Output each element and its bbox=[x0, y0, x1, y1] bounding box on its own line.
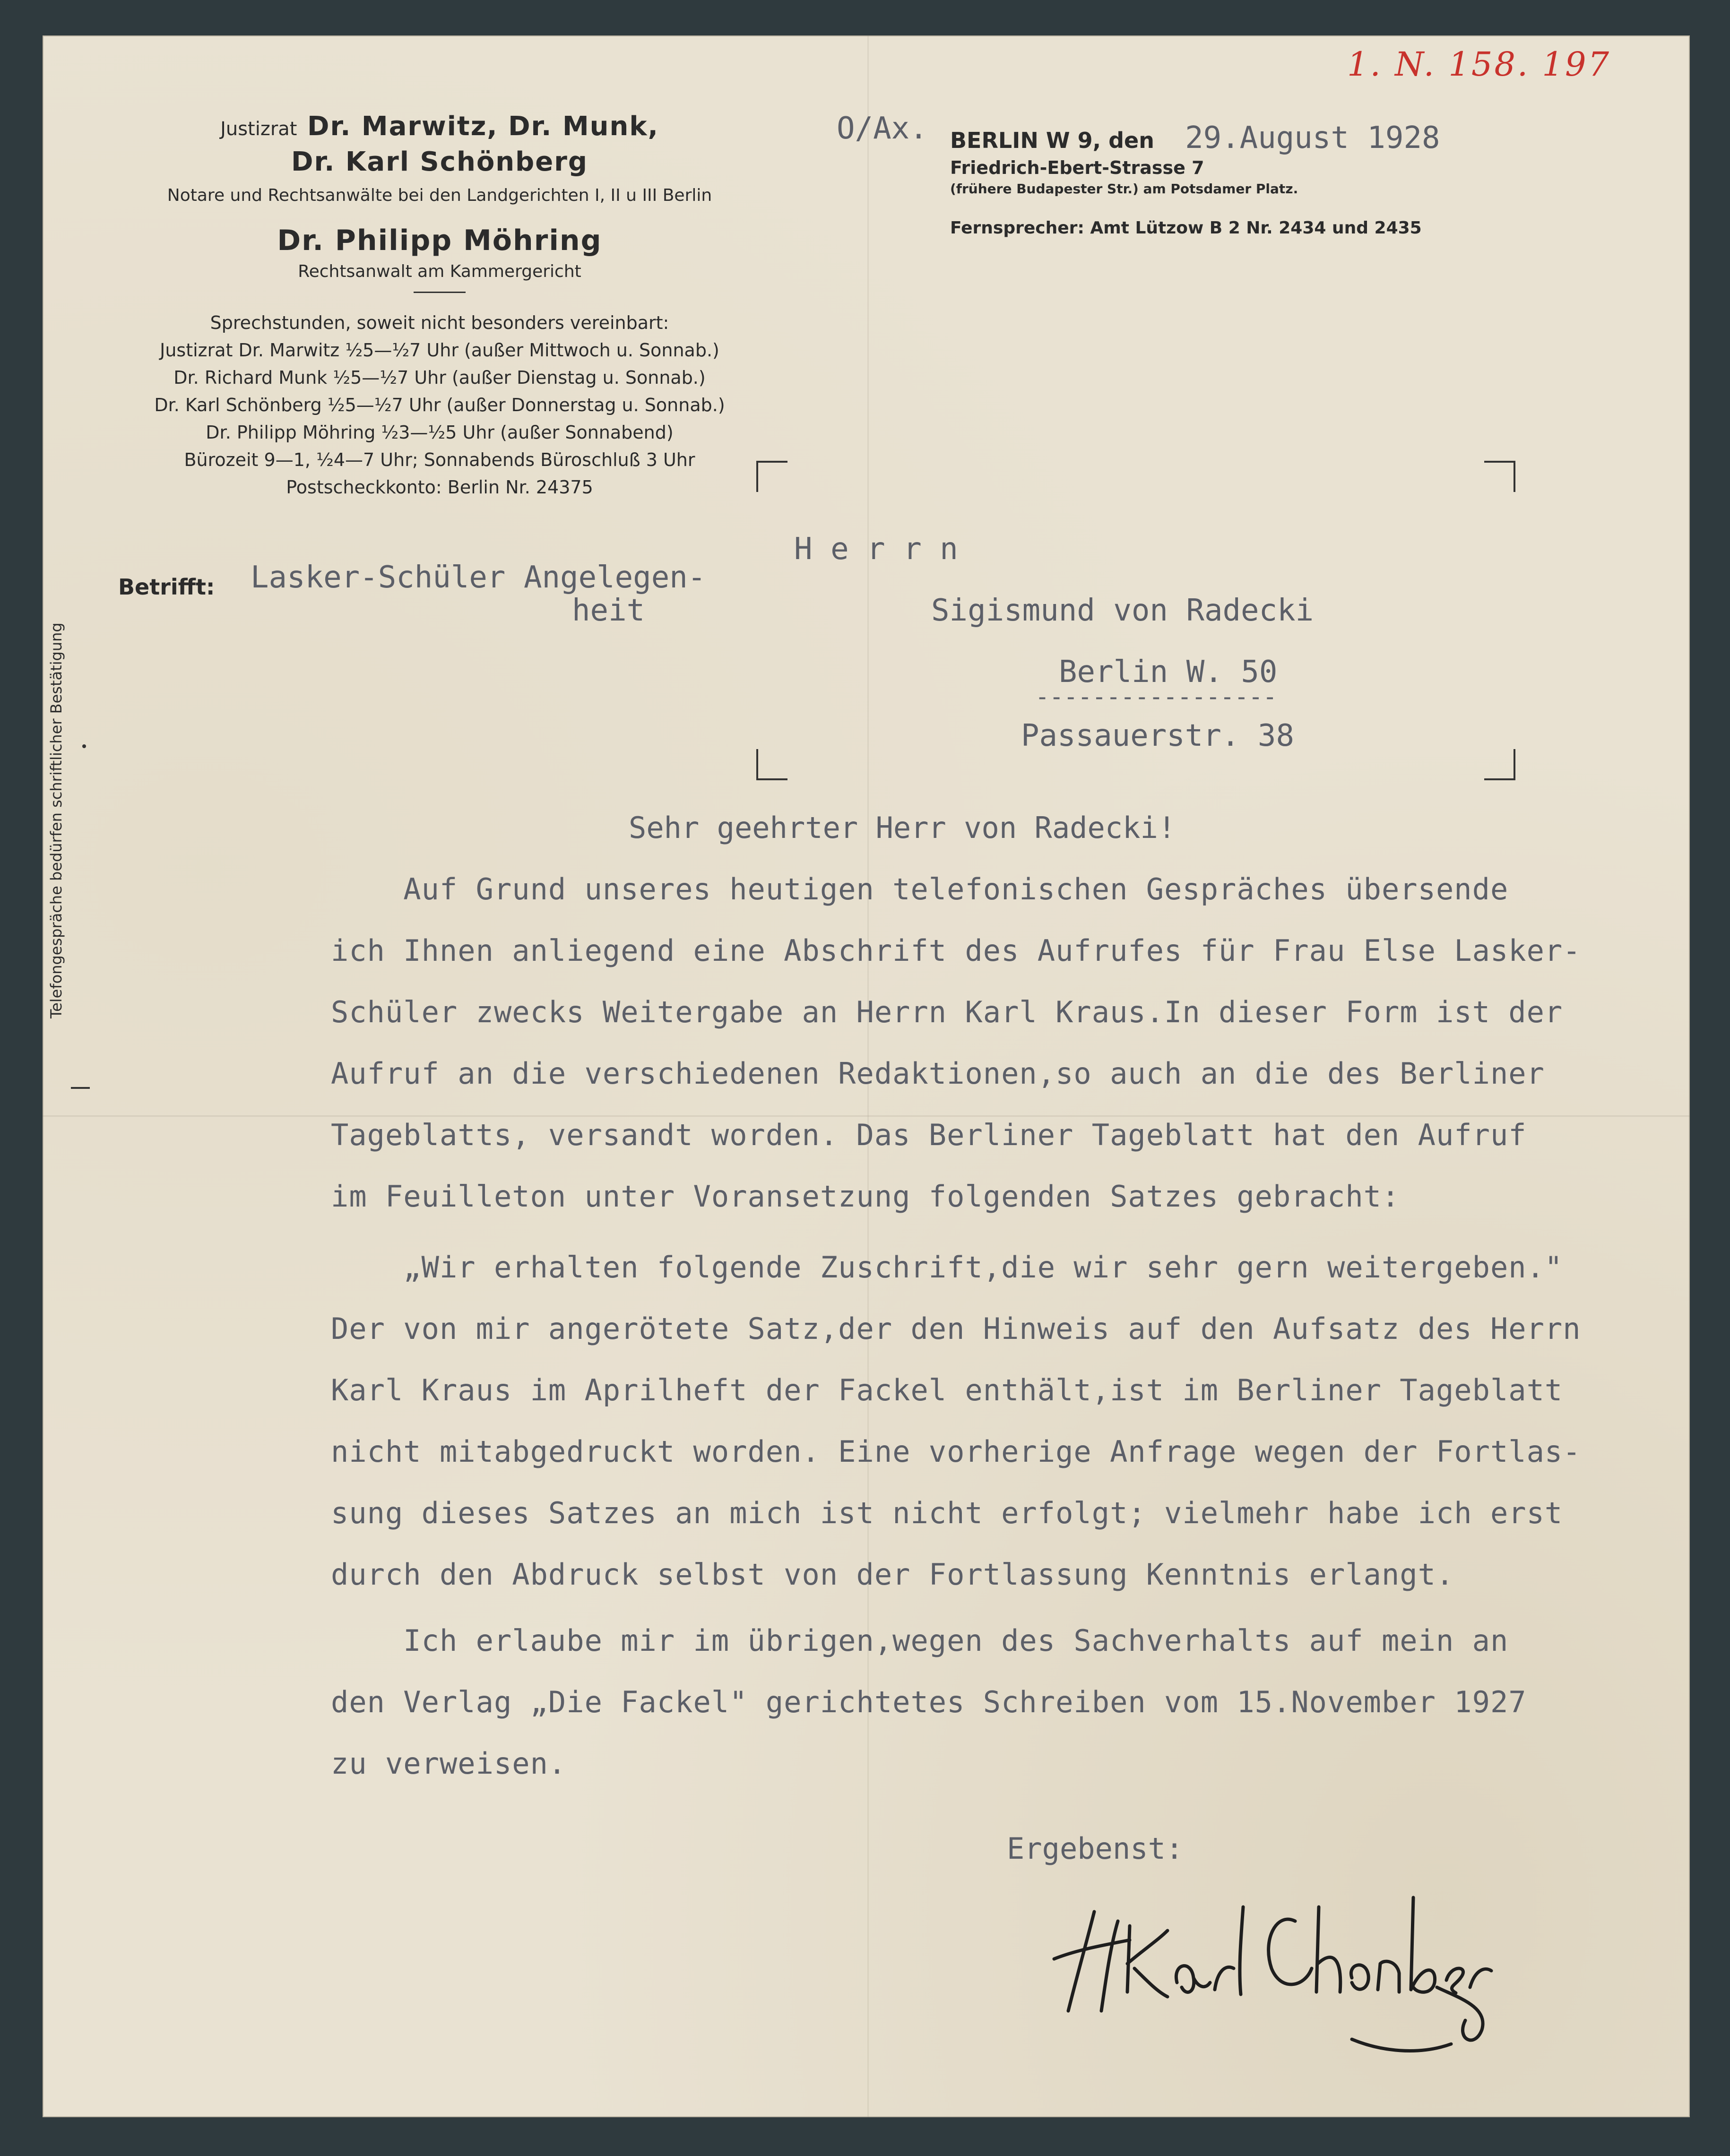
letter-greeting: Sehr geehrter Herr von Radecki! bbox=[629, 811, 1176, 845]
body-line: nicht mitabgedruckt worden. Eine vorherige Anfrage wegen der Fortlas- bbox=[331, 1434, 1581, 1469]
office-hours-line: Postscheckkonto: Berlin Nr. 24375 bbox=[286, 477, 593, 498]
office-hours-line: Bürozeit 9—1, ½4—7 Uhr; Sonnabends Büroschluß 3 Uhr bbox=[184, 449, 695, 470]
recipient-name: Sigismund von Radecki bbox=[931, 593, 1314, 628]
body-line: den Verlag „Die Fackel" gerichtetes Schreiben vom 15.November 1927 bbox=[331, 1685, 1527, 1719]
recipient-city: Berlin W. 50 bbox=[1059, 655, 1278, 690]
address-window-mark bbox=[756, 749, 787, 780]
place-city: BERLIN W 9, den bbox=[950, 128, 1154, 153]
body-line: im Feuilleton unter Voransetzung folgenden Satzes gebracht: bbox=[331, 1179, 1400, 1214]
body-line: Karl Kraus im Aprilheft der Fackel enthält,ist im Berliner Tageblatt bbox=[331, 1373, 1563, 1407]
recipient-street: Passauerstr. 38 bbox=[1021, 718, 1294, 753]
body-line: Auf Grund unseres heutigen telefonischen Gespräches übersende bbox=[331, 872, 1509, 906]
letter-paper bbox=[43, 35, 1690, 2117]
body-line: Aufruf an die verschiedenen Redaktionen,so auch an die des Berliner bbox=[331, 1056, 1545, 1091]
place-street: Friedrich-Ebert-Strasse 7 bbox=[950, 157, 1204, 178]
office-hours-line: Dr. Philipp Möhring ½3—½5 Uhr (außer Sonnabend) bbox=[206, 422, 674, 443]
subject-line1: Lasker-Schüler Angelegen- bbox=[251, 560, 706, 595]
office-hours bbox=[71, 309, 808, 501]
recipient-salutation: H e r r n bbox=[794, 532, 958, 567]
letterhead-names: Dr. Marwitz, Dr. Munk, bbox=[307, 111, 659, 142]
address-window-mark bbox=[1484, 461, 1515, 492]
body-line: „Wir erhalten folgende Zuschrift,die wir sehr gern weitergeben." bbox=[331, 1250, 1563, 1285]
letterhead-rule bbox=[414, 292, 466, 293]
fold-mark-dot bbox=[82, 744, 86, 748]
office-hours-line: Sprechstunden, soweit nicht besonders vereinbart: bbox=[210, 312, 669, 333]
archive-number: 1. N. 158. 197 bbox=[1347, 45, 1611, 84]
letterhead-moehring: Dr. Philipp Möhring bbox=[277, 224, 602, 257]
body-line: Ich erlaube mir im übrigen,wegen des Sachverhalts auf mein an bbox=[331, 1623, 1509, 1658]
office-hours-line: Dr. Karl Schönberg ½5—½7 Uhr (außer Donnerstag u. Sonnab.) bbox=[154, 395, 725, 415]
subject-line2: heit bbox=[572, 593, 645, 628]
letterhead-notary-line: Notare und Rechtsanwälte bei den Landgerichten I, II u III Berlin bbox=[167, 186, 712, 205]
office-hours-line: Dr. Richard Munk ½5—½7 Uhr (außer Dienstag u. Sonnab.) bbox=[173, 367, 706, 388]
body-line: Tageblatts, versandt worden. Das Berliner Tageblatt hat den Aufruf bbox=[331, 1118, 1527, 1152]
body-line: ich Ihnen anliegend eine Abschrift des Aufrufes für Frau Else Lasker- bbox=[331, 933, 1581, 968]
body-line: zu verweisen. bbox=[331, 1746, 567, 1781]
letterhead bbox=[71, 111, 808, 501]
place-street-note: (frühere Budapester Str.) am Potsdamer Platz. bbox=[950, 181, 1298, 197]
letterhead-kammergericht: Rechtsanwalt am Kammergericht bbox=[298, 262, 581, 281]
body-line: sung dieses Satzes an mich ist nicht erfolgt; vielmehr habe ich erst bbox=[331, 1496, 1563, 1530]
address-window-mark bbox=[1484, 749, 1515, 780]
fold-line-horizontal bbox=[43, 1115, 1690, 1117]
letterhead-firm-line2: Dr. Karl Schönberg bbox=[291, 147, 588, 177]
closing: Ergebenst: bbox=[1007, 1831, 1184, 1866]
phone-note-vertical: Telefongespräche bedürfen schriftlicher Bestätigung bbox=[47, 622, 65, 1018]
address-window-mark bbox=[756, 461, 787, 492]
office-hours-line: Justizrat Dr. Marwitz ½5—½7 Uhr (außer Mittwoch u. Sonnab.) bbox=[160, 340, 719, 361]
body-line: Schüler zwecks Weitergabe an Herrn Karl Kraus.In dieser Form ist der bbox=[331, 995, 1563, 1029]
subject-label: Betrifft: bbox=[118, 574, 215, 600]
signature bbox=[1049, 1869, 1498, 2068]
letterhead-title-prefix: Justizrat bbox=[220, 118, 297, 140]
letter-date: 29.August 1928 bbox=[1185, 121, 1440, 155]
recipient-rule: ----------------- bbox=[1035, 683, 1277, 710]
fold-mark-dash bbox=[71, 1087, 90, 1089]
place-phone: Fernsprecher: Amt Lützow B 2 Nr. 2434 und 2435 bbox=[950, 218, 1422, 238]
body-line: durch den Abdruck selbst von der Fortlassung Kenntnis erlangt. bbox=[331, 1557, 1454, 1592]
body-line: Der von mir angerötete Satz,der den Hinweis auf den Aufsatz des Herrn bbox=[331, 1311, 1581, 1346]
place-block bbox=[950, 121, 1659, 238]
letterhead-firm-line1 bbox=[71, 111, 808, 142]
reference-code: O/Ax. bbox=[837, 111, 928, 146]
